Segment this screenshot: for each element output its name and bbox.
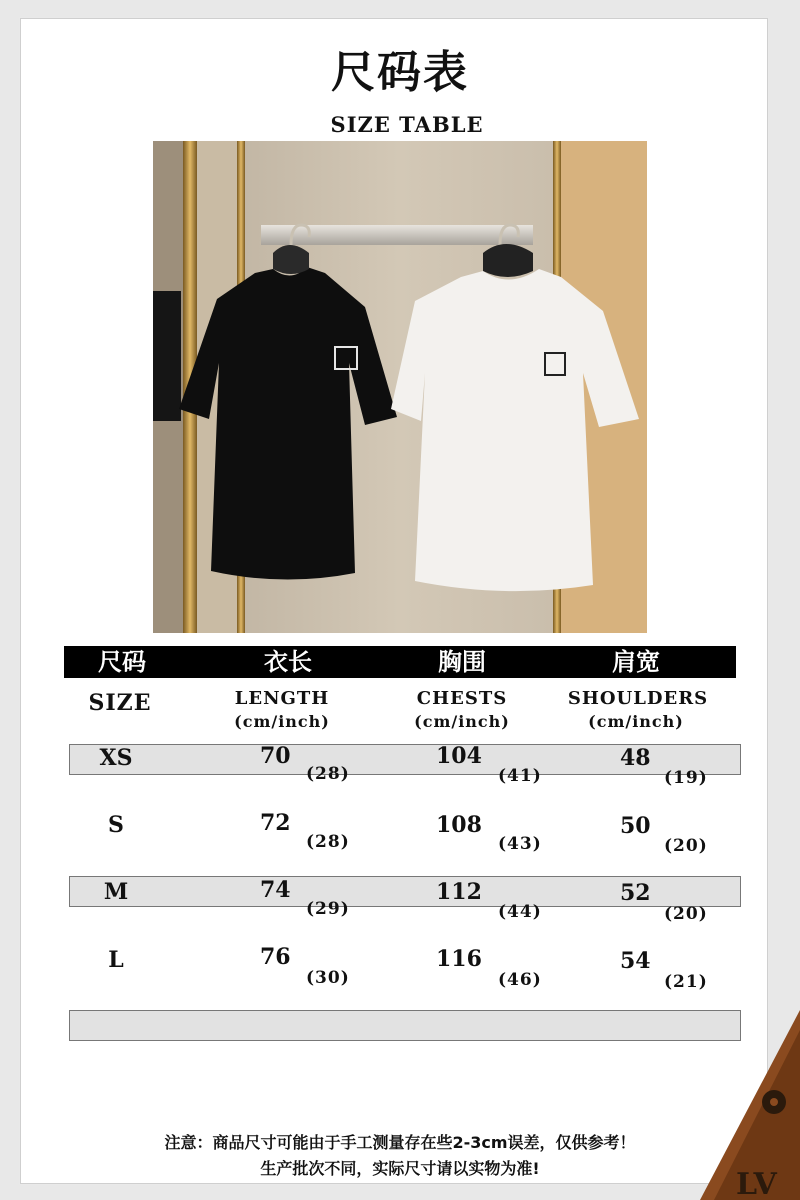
row-stripe-empty (69, 1010, 741, 1041)
chest-inch: (46) (498, 970, 542, 990)
length-cm: 74 (260, 877, 291, 903)
length-inch: (30) (306, 968, 350, 988)
shoulder-inch: (21) (664, 972, 708, 992)
header-shoulder-en: SHOULDERS (567, 688, 709, 709)
header-length-cn: 衣长 (264, 648, 312, 676)
size-cell: XS (99, 745, 133, 771)
chest-cm: 116 (436, 946, 482, 972)
chest-cm: 112 (436, 879, 482, 905)
header-shoulder-cn: 肩宽 (612, 648, 660, 676)
shoulder-inch: (20) (664, 904, 708, 924)
header-chest-cn: 胸围 (438, 648, 486, 676)
shoulder-cm: 50 (620, 813, 651, 839)
tshirts-illustration (153, 141, 647, 633)
page-subtitle: SIZE TABLE (330, 112, 484, 137)
header-length-unit: (cm/inch) (234, 712, 330, 731)
shoulder-cm: 52 (620, 880, 651, 906)
length-cm: 70 (260, 743, 291, 769)
size-cell: L (108, 947, 124, 973)
length-cm: 76 (260, 944, 291, 970)
shoulder-cm: 54 (620, 948, 651, 974)
chest-inch: (43) (498, 834, 542, 854)
corner-leather-strap (700, 1010, 800, 1200)
header-chest-en: CHESTS (416, 688, 508, 709)
disclaimer-line-1: 注意：商品尺寸可能由于手工测量存在些2-3cm误差，仅供参考！ (164, 1133, 636, 1152)
monogram-logo: LV (736, 1167, 777, 1200)
length-inch: (28) (306, 764, 350, 784)
length-cm: 72 (260, 810, 291, 836)
page-title: 尺码表 (331, 47, 469, 98)
shoulder-inch: (20) (664, 836, 708, 856)
header-chest-unit: (cm/inch) (414, 712, 510, 731)
chest-inch: (44) (498, 902, 542, 922)
product-photo (153, 141, 647, 633)
header-size-en: SIZE (88, 690, 152, 716)
shoulder-inch: (19) (664, 768, 708, 788)
length-inch: (28) (306, 832, 350, 852)
size-cell: S (108, 812, 124, 838)
length-inch: (29) (306, 899, 350, 919)
shoulder-cm: 48 (620, 745, 651, 771)
size-cell: M (103, 879, 129, 905)
header-size-cn: 尺码 (98, 648, 146, 676)
hanging-rail (261, 225, 533, 245)
chest-inch: (41) (498, 766, 542, 786)
disclaimer-line-2: 生产批次不同，实际尺寸请以实物为准! (260, 1159, 540, 1178)
header-shoulder-unit: (cm/inch) (588, 712, 684, 731)
chest-cm: 104 (436, 743, 482, 769)
chest-cm: 108 (436, 812, 482, 838)
header-length-en: LENGTH (234, 688, 330, 709)
